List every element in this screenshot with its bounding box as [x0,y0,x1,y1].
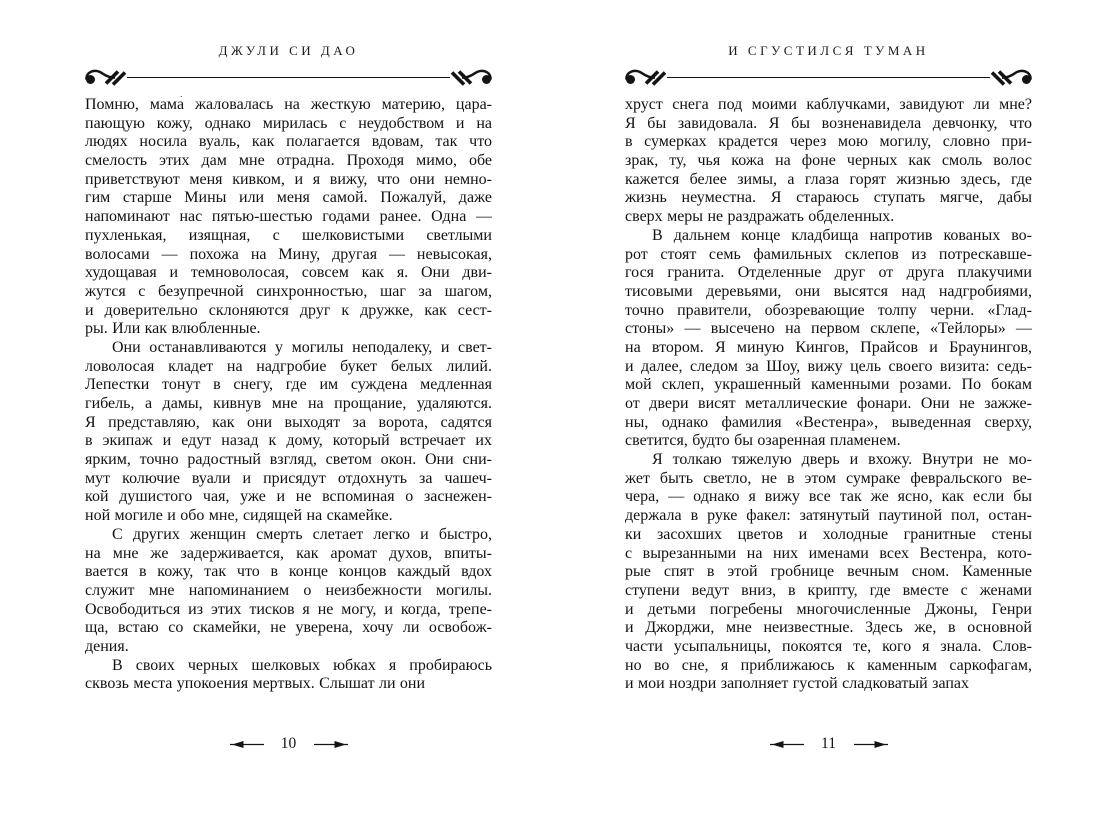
paragraph [85,96,492,339]
text-line: рые спят в этой гробнице вечным сном. Каменные [625,563,1032,581]
text-line: пухленькая, изящная, с шелковистыми светлыми [85,226,492,244]
text-line: Я представляю, как они выходят за ворота, садятся [85,413,492,431]
text-line: Я бы завидовала. Я бы возненавидела девчонку, что [625,114,1032,132]
text-line: и детьми погребены многочисленные Джоны, Генри [625,600,1032,618]
text-line: В дальнем конце кладбища напротив кованых во- [652,226,1032,244]
flourish-icon [85,65,131,87]
text-line: на мне же задерживается, как аромат духов, впиты- [85,544,492,562]
page-number: 10 [280,735,297,752]
arrow-left-icon [769,740,805,749]
paragraph [625,451,1032,694]
text-line: приветствуют меня кивком, и я вижу, что они немно- [85,170,492,188]
text-line: волосами — похожа на Мину, другая — невысокая, [85,245,492,263]
header-ornament-rule [85,65,492,87]
text-line: хруст снега под моими каблучками, завидуют ли мне? [625,96,1032,113]
text-line: от двери висят металлические фонари. Они не зажже- [625,395,1032,412]
text-line: напоминают нас пятью-шестью годами ранее. Одна — [85,208,492,226]
running-head-author: ДЖУЛИ СИ ДАО [218,43,359,58]
text-line: кажется белее зимы, а глаза горят жизнью здесь, где [625,170,1032,188]
paragraph [625,96,1032,227]
text-line: ступени ведут вниз, в крипту, где вместе с женами [625,581,1032,599]
text-line: ща, встаю со скамейки, не уверена, хочу ли освобож- [85,619,492,637]
paragraph [625,227,1032,451]
flourish-icon [625,65,671,87]
arrow-right-icon [853,740,889,749]
text-line: гося гранита. Отделенные друг от друга плакучими [625,264,1032,282]
header-rule-line [667,77,990,79]
text-line: зрак, ту, чья кожа на фоне черных как смоль волос [625,152,1032,170]
text-line: жутся с безупречной синхронностью, шаг за шагом, [85,282,492,300]
text-line: ной могиле и обо мне, сидящей на скамейке. [85,507,393,525]
paragraph [85,657,492,694]
running-head-title: И СГУСТИЛСЯ ТУМАН [728,43,929,58]
text-line: мут колючие вуали и присядут отдохнуть за чашеч- [85,469,492,487]
text-line: Они останавливаются у могилы неподалеку, и свет- [112,338,492,356]
page-body-text [625,96,1032,694]
text-line: служит мне напоминанием о неизбежности могилы. [85,581,492,599]
text-line: вается в кожу, так что в конце концов каждый вдох [85,563,492,581]
text-line: гим старше Мины или меня самой. Пожалуй, даже [85,189,492,207]
header-rule-line [127,77,450,79]
text-line: пающую кожу, однако мирилась с неудобством и на [85,114,492,132]
text-line: сверх меры не раздражать обделенных. [625,208,895,226]
text-line: ры. Или как влюбленные. [85,320,261,338]
text-line: но во сне, я приближаюсь к каменным саркофагам, [625,656,1032,674]
page-footer [85,735,492,753]
text-line: Освободиться из этих тисков я не могу, и когда, трепе- [85,600,492,618]
text-line: ярким, точно радостный взгляд, светом окон. Они сни- [85,451,492,469]
text-line: на втором. Я миную Кингов, Прайсов и Браунингов, [625,338,1032,356]
text-line: стоны» — высечено на первом склепе, «Тейлоры» — [625,320,1032,338]
text-line: чера, — однако я вижу все так же ясно, как если бы [625,488,1032,506]
text-line: держала в руке факел: затянутый паутиной пол, остан- [625,507,1032,525]
text-line: гибель, а дамы, кивнув мне на прощание, удаляются. [85,395,492,412]
text-line: жет быть светло, не в этом сумраке февральского ве- [625,469,1032,487]
page-footer [625,735,1032,753]
flourish-icon [986,65,1032,87]
text-line: с вырезанными на них именами всех Вестенра, кото- [625,544,1032,562]
page-left [85,0,492,753]
text-line: смелость этих дам мне отрадна. Проходя мимо, обе [85,152,492,170]
arrow-right-icon [313,740,349,749]
text-line: Лепестки тонут в снегу, где им суждена медленная [85,376,492,394]
text-line: жизнь неуместна. Я стараюсь ступать мягче, дабы [625,189,1032,207]
text-line: ны, однако фамилия «Вестенра», выведенная сверху, [625,413,1032,431]
text-line: сквозь места упокоения мертвых. Слышат ли они [85,675,426,693]
text-line: Помню, мама́ жаловалась на жесткую материю, цара- [85,96,492,113]
text-line: дения. [85,637,129,655]
text-line: ки засохших цветов и холодные гранитные стены [625,525,1032,543]
text-line: и доверительно склоняются друг к дружке, как сест- [85,301,492,319]
text-line: С других женщин смерть слетает легко и быстро, [112,525,492,543]
page-number: 11 [821,735,836,752]
text-line: тисовыми деревьями, они высятся над надгробиями, [625,282,1032,300]
arrow-left-icon [229,740,265,749]
text-line: точно правители, обозревающие толпу черни. «Глад- [625,301,1032,319]
text-line: В своих черных шелковых юбках я пробираюсь [112,656,492,674]
page-body-text [85,96,492,694]
text-line: и мои ноздри заполняет густой сладковатый запах [625,675,970,693]
text-line: части усыпальницы, покоятся те, кого я знала. Слов- [625,637,1032,655]
paragraph [85,339,492,526]
text-line: рот стоят семь фамильных склепов из потрескавше- [625,245,1032,263]
text-line: и Джорджи, мне неизвестные. Здесь же, в основной [625,619,1032,637]
flourish-icon [446,65,492,87]
text-line: ловолосая кладет на надгробие букет белых лилий. [85,357,492,375]
header-ornament-rule [625,65,1032,87]
text-line: в экипаж и едут назад к дому, который встречает их [85,432,492,450]
text-line: кой душистого чая, уже и не вспоминая о заснежен- [85,488,492,506]
paragraph [85,526,492,657]
text-line: и далее, следом за Шоу, вижу цель своего визита: седь- [625,357,1032,375]
text-line: людях носила вуаль, как полагается вдовам, так что [85,133,492,151]
text-line: светится, будто бы озаренная пламенем. [625,432,901,450]
text-line: Я толкаю тяжелую дверь и вхожу. Внутри не мо- [652,451,1032,469]
page-right [625,0,1032,753]
text-line: мой склеп, украшенный каменными розами. По бокам [625,376,1032,394]
text-line: худощавая и темноволосая, совсем как я. Они дви- [85,264,492,282]
text-line: в сумерках крадется через мою могилу, словно при- [625,133,1032,151]
